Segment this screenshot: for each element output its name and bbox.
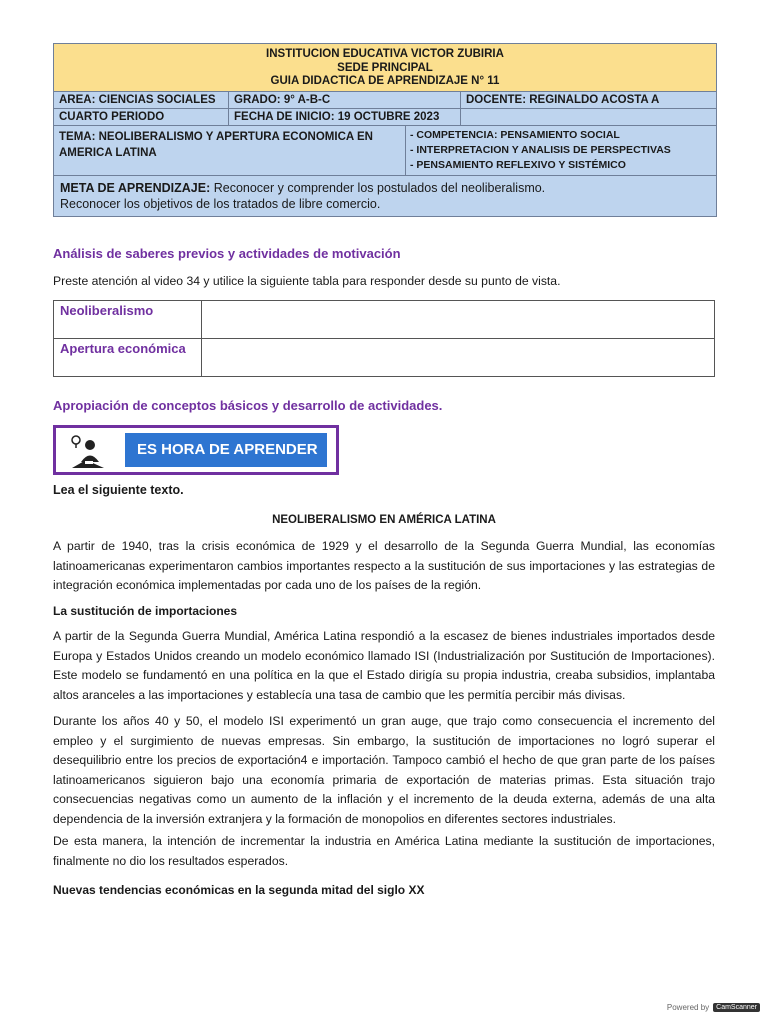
section-title-concepts: Apropiación de conceptos básicos y desarrollo de actividades.: [53, 398, 443, 413]
institution-header: [54, 44, 716, 92]
scanner-watermark: [667, 1003, 760, 1012]
learning-goal-text-2: Reconocer los objetivos de los tratados de libre comercio.: [60, 197, 381, 212]
row-label-apertura: Apertura económica: [54, 339, 202, 377]
competencias-cell: [406, 126, 716, 175]
answer-cell-neoliberalismo[interactable]: [202, 301, 715, 339]
header-row-tema: [54, 126, 716, 176]
paragraph-4: De esta manera, la intención de incrementar la industria en América Latina mediante la sustitución de importaciones, finalmente no dio los resultados esperados.: [53, 834, 715, 868]
powered-by-text: Powered by: [666, 1003, 710, 1012]
learn-banner: [53, 425, 339, 475]
learning-goal: [54, 176, 716, 216]
periodo-cell: CUARTO PERIODO: [54, 109, 229, 125]
header-row-area: [54, 92, 716, 109]
text-title: NEOLIBERALISMO EN AMÉRICA LATINA: [272, 514, 496, 526]
read-prompt: Lea el siguiente texto.: [53, 483, 184, 497]
tema-cell: TEMA: NEOLIBERALISMO Y APERTURA ECONOMICA EN AMERICA LATINA: [54, 126, 406, 175]
header-table: [53, 43, 717, 217]
camscanner-logo: CamScanner: [713, 1003, 760, 1012]
campus-name: SEDE PRINCIPAL: [337, 61, 433, 74]
competencia-item: - PENSAMIENTO REFLEXIVO Y SISTÉMICO: [410, 159, 626, 172]
learning-goal-label: META DE APRENDIZAJE:: [60, 181, 211, 196]
grado-cell: GRADO: 9° A-B-C: [229, 92, 461, 108]
response-table: [53, 300, 715, 377]
paragraph-1: A partir de 1940, tras la crisis económica de 1929 y el desarrollo de la Segunda Guerra Mundial, las economías latinoamericanas experimentaron cambios importantes respecto a la sustitución de sus importaciones y las estrategias de integración económica implementadas por cada uno de los países de la región.: [53, 539, 715, 592]
learning-goal-text: Reconocer y comprender los postulados del neoliberalismo.: [210, 181, 546, 196]
institution-name: INSTITUCION EDUCATIVA VICTOR ZUBIRIA: [266, 48, 504, 60]
answer-cell-apertura[interactable]: [202, 339, 715, 377]
table-row: [54, 339, 715, 377]
competencia-item: - COMPETENCIA: PENSAMIENTO SOCIAL: [410, 129, 620, 142]
paragraph-2: A partir de la Segunda Guerra Mundial, América Latina respondió a la escasez de bienes industriales importados desde Europa y Estados Unidos creando un modelo económico llamado ISI (Industrialización por Sustitución de Importaciones). Este modelo se fundamentó en una política en la que el Estado dirigía su propia industria, creaba subsidios, implantaba altos aranceles a las importaciones y establecía una tasa de cambio que les permitía percibir más divisas.: [53, 629, 715, 702]
fecha-cell: FECHA DE INICIO: 19 OCTUBRE 2023: [229, 109, 461, 125]
guide-number: GUIA DIDACTICA DE APRENDIZAJE N° 11: [270, 75, 500, 88]
instruction-text: Preste atención al video 34 y utilice la siguiente tabla para responder desde su punto de vista.: [53, 274, 561, 288]
subheading-sustitucion: La sustitución de importaciones: [53, 604, 238, 618]
student-desk-icon: [68, 432, 108, 472]
competencia-item: - INTERPRETACION Y ANALISIS DE PERSPECTIVAS: [410, 144, 671, 157]
header-row-periodo: [54, 109, 716, 126]
table-row: [54, 301, 715, 339]
paragraph-3: Durante los años 40 y 50, el modelo ISI experimentó un gran auge, que trajo como consecuencia el incremento del empleo y el surgimiento de nuevas empresas. Sin embargo, la sustitución de importaciones no logró superar el desequilibrio entre los precios de exportación4 e importación. Tampoco cambió el hecho de que gran parte de los países latinoamericanos siguieron bajo una economía primaria de exportación de materias primas. Esta situación trajo consecuencias negativas como un aumento de la inflación y el incremento de la deuda externa, además de una alta dependencia de la inversión extranjera y la formación de monopolios en diferentes sectores industriales.: [53, 714, 715, 826]
row-label-neoliberalismo: Neoliberalismo: [54, 301, 202, 339]
area-cell: AREA: CIENCIAS SOCIALES: [54, 92, 229, 108]
empty-cell: [461, 109, 716, 125]
subheading-nuevas-tendencias: Nuevas tendencias económicas en la segunda mitad del siglo XX: [53, 883, 425, 897]
docente-cell: DOCENTE: REGINALDO ACOSTA A: [466, 94, 660, 107]
section-title-prior-knowledge: Análisis de saberes previos y actividades de motivación: [53, 246, 401, 261]
learn-banner-label: ES HORA DE APRENDER: [125, 433, 327, 467]
